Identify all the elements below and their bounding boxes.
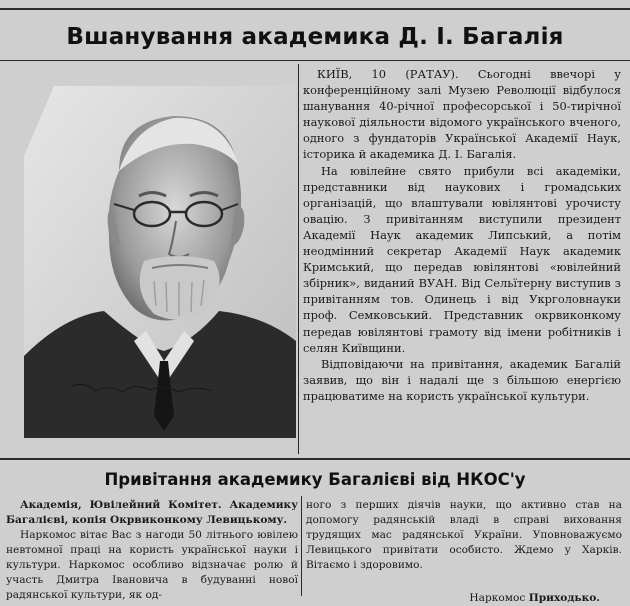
article-paragraph-3: Відповідаючи на привітання, академик Багалій заявив, що він і надалі ще з більшою енергією працюватиме на користь української культури. (303, 356, 621, 403)
telegram-right-column (306, 498, 622, 606)
telegram-body-start: Наркомос вітає Вас з нагоди 50 літнього ювілею невтомної праці на користь української науки і культури. Наркомос особливо відзначає ролю й участь Дмитра Івановича в будуванні нової радянської культури, як од- (6, 529, 298, 601)
telegram-address: Академія, Ювілейний Комітет. Академику Багалієві, копія Окрвиконкому Левицькому. (6, 499, 298, 526)
telegram-body-end: ного з перших діячів науки, що активно став на допомогу радянській владі в справі виховання трудящих мас радянської України. Уповноважуємо Левицького привітати особисто. Ждемо у Харків. Вітаємо і здоровимо. (306, 499, 622, 571)
article-paragraph-2: На ювілейне свято прибули всі академіки, представники від наукових і громадських організацій, що влаштували ювілянтові урочисту овацію. З привітанням виступили президент Академії Наук академик Липський, а потім неодмінний секретар Академії Наук академик Кримський, що передав ювілянтові «ювілейний збірник», виданий ВУАН. Від Сельїтерну виступив з привітанням тов. Одинець і від Укрголовнауки проф. Семковський. Представник окрвиконкому передав ювілянтові грамоту від імени робітників і селян Київщини. (303, 163, 621, 355)
telegram-signature (306, 591, 622, 606)
telegram-headline: Привітання академику Багалієві від НКОС'у (104, 470, 526, 489)
portrait-photo (24, 86, 296, 438)
article-paragraph-1: КИЇВ, 10 (РАТАУ). Сьогодні ввечорі у конференційному залі Музею Революції відбулося шанування 40-річної професорської і 50-тирічної наукової діяльности відомого українського вченого, одного з фундаторів Української Академії Наук, історика й академика Д. І. Багалія. (303, 67, 621, 162)
signature-name: Приходько. (528, 592, 600, 604)
headline-rule (0, 60, 630, 61)
section-rule (0, 458, 630, 460)
telegram-left-column (6, 498, 298, 603)
signature-prefix: Наркомос (469, 592, 526, 604)
telegram-divider (301, 496, 302, 596)
headline: Вшанування академика Д. І. Багалія (66, 24, 564, 50)
top-rule (0, 8, 630, 10)
column-divider (298, 64, 299, 454)
article-column (303, 66, 621, 404)
